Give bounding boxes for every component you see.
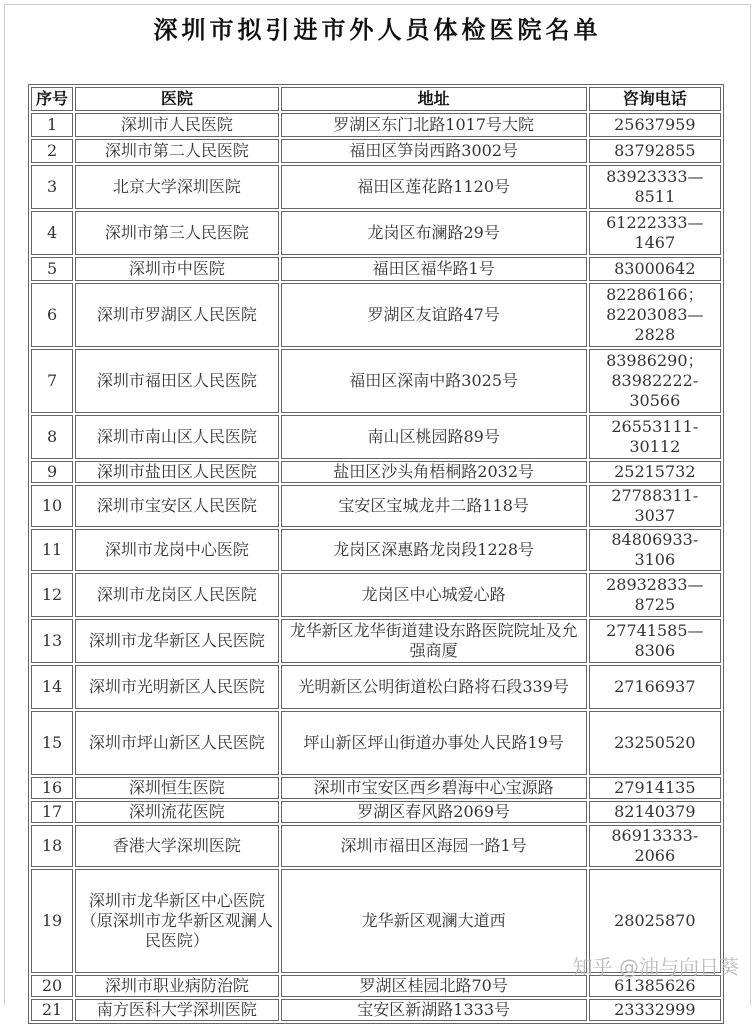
- hospital-name: 深圳市人民医院: [75, 113, 279, 137]
- hospital-name: 深圳市盐田区人民医院: [75, 461, 279, 483]
- hospital-phone: 83792855: [589, 139, 721, 163]
- table-row: [31, 529, 721, 571]
- hospital-name: 深圳市南山区人民医院: [75, 415, 279, 459]
- row-number: 18: [31, 825, 73, 867]
- row-number: 5: [31, 257, 73, 281]
- hospital-address: 深圳市福田区海园一路1号: [281, 825, 587, 867]
- hospital-address: 龙岗区布澜路29号: [281, 211, 587, 255]
- hospital-address: 罗湖区友谊路47号: [281, 283, 587, 347]
- row-number: 20: [31, 975, 73, 997]
- table-row: [31, 283, 721, 347]
- hospital-name: 深圳市龙华新区人民医院: [75, 619, 279, 663]
- row-number: 13: [31, 619, 73, 663]
- hospital-name: 深圳市第三人民医院: [75, 211, 279, 255]
- hospital-phone: 25215732: [589, 461, 721, 483]
- row-number: 10: [31, 485, 73, 527]
- row-number: 17: [31, 801, 73, 823]
- hospital-phone: 28932833—8725: [589, 573, 721, 617]
- row-number: 14: [31, 665, 73, 709]
- hospital-name: 深圳市职业病防治院: [75, 975, 279, 997]
- hospital-phone: 27741585—8306: [589, 619, 721, 663]
- header-address: 地址: [281, 87, 587, 111]
- watermark: 知乎 @油与向日葵: [572, 955, 739, 979]
- table-row: [31, 211, 721, 255]
- hospital-phone: 86913333-2066: [589, 825, 721, 867]
- hospital-name: 南方医科大学深圳医院: [75, 999, 279, 1021]
- hospital-address: 龙华新区观澜大道西: [281, 869, 587, 973]
- hospital-phone: 61385626: [589, 975, 721, 997]
- row-number: 7: [31, 349, 73, 413]
- hospital-address: 光明新区公明街道松白路将石段339号: [281, 665, 587, 709]
- row-number: 8: [31, 415, 73, 459]
- hospital-phone: 25637959: [589, 113, 721, 137]
- hospital-address: 宝安区宝城龙井二路118号: [281, 485, 587, 527]
- page-title: 深圳市拟引进市外人员体检医院名单: [153, 15, 602, 44]
- hospital-name: 深圳市龙岗中心医院: [75, 529, 279, 571]
- table-row: [31, 257, 721, 281]
- hospital-address: 宝安区新湖路1333号: [281, 999, 587, 1021]
- hospital-name: 深圳市罗湖区人民医院: [75, 283, 279, 347]
- hospital-address: 坪山新区坪山街道办事处人民路19号: [281, 711, 587, 775]
- row-number: 16: [31, 777, 73, 799]
- hospital-name: 深圳市龙岗区人民医院: [75, 573, 279, 617]
- table-row: [31, 485, 721, 527]
- row-number: 15: [31, 711, 73, 775]
- table-row: [31, 665, 721, 709]
- hospital-name: 深圳市第二人民医院: [75, 139, 279, 163]
- hospital-phone: 28025870: [589, 869, 721, 973]
- hospital-phone: 23332999: [589, 999, 721, 1021]
- hospital-name: 深圳恒生医院: [75, 777, 279, 799]
- table-row: [31, 999, 721, 1021]
- hospital-address: 福田区莲花路1120号: [281, 165, 587, 209]
- hospital-address: 罗湖区桂园北路70号: [281, 975, 587, 997]
- hospital-name: 深圳市福田区人民医院: [75, 349, 279, 413]
- hospital-name: 深圳市宝安区人民医院: [75, 485, 279, 527]
- hospital-name: 深圳市光明新区人民医院: [75, 665, 279, 709]
- hospital-phone: 27914135: [589, 777, 721, 799]
- header-no: 序号: [31, 87, 73, 111]
- hospital-phone: 27166937: [589, 665, 721, 709]
- row-number: 6: [31, 283, 73, 347]
- row-number: 11: [31, 529, 73, 571]
- header-phone: 咨询电话: [589, 87, 721, 111]
- table-row: [31, 415, 721, 459]
- table-row: [31, 711, 721, 775]
- hospital-address: 罗湖区春风路2069号: [281, 801, 587, 823]
- row-number: 9: [31, 461, 73, 483]
- row-number: 3: [31, 165, 73, 209]
- hospital-name: 深圳市龙华新区中心医院（原深圳市龙华新区观澜人民医院）: [75, 869, 279, 973]
- table-row: [31, 825, 721, 867]
- hospital-address: 福田区福华路1号: [281, 257, 587, 281]
- hospital-phone: 83923333—8511: [589, 165, 721, 209]
- hospital-name: 深圳市坪山新区人民医院: [75, 711, 279, 775]
- table-row: [31, 349, 721, 413]
- hospital-phone: 83000642: [589, 257, 721, 281]
- table-row: [31, 139, 721, 163]
- header-hospital: 医院: [75, 87, 279, 111]
- hospital-phone: 83986290；83982222-30566: [589, 349, 721, 413]
- hospital-address: 龙华新区龙华街道建设东路医院院址及允强商厦: [281, 619, 587, 663]
- hospital-phone: 26553111-30112: [589, 415, 721, 459]
- hospital-name: 香港大学深圳医院: [75, 825, 279, 867]
- hospital-address: 龙岗区深惠路龙岗段1228号: [281, 529, 587, 571]
- hospital-phone: 23250520: [589, 711, 721, 775]
- row-number: 21: [31, 999, 73, 1021]
- hospital-phone: 82286166；82203083—2828: [589, 283, 721, 347]
- row-number: 4: [31, 211, 73, 255]
- table-row: [31, 619, 721, 663]
- row-number: 2: [31, 139, 73, 163]
- hospital-phone: 82140379: [589, 801, 721, 823]
- hospital-table: [28, 84, 724, 1024]
- hospital-phone: 84806933-3106: [589, 529, 721, 571]
- hospital-address: 深圳市宝安区西乡碧海中心宝源路: [281, 777, 587, 799]
- hospital-address: 福田区深南中路3025号: [281, 349, 587, 413]
- row-number: 12: [31, 573, 73, 617]
- hospital-name: 北京大学深圳医院: [75, 165, 279, 209]
- row-number: 1: [31, 113, 73, 137]
- hospital-address: 南山区桃园路89号: [281, 415, 587, 459]
- table-row: [31, 113, 721, 137]
- table-row: [31, 165, 721, 209]
- hospital-address: 盐田区沙头角梧桐路2032号: [281, 461, 587, 483]
- hospital-phone: 61222333—1467: [589, 211, 721, 255]
- table-row: [31, 777, 721, 799]
- row-number: 19: [31, 869, 73, 973]
- table-header-row: [31, 87, 721, 111]
- hospital-address: 龙岗区中心城爱心路: [281, 573, 587, 617]
- hospital-phone: 27788311-3037: [589, 485, 721, 527]
- hospital-name: 深圳流花医院: [75, 801, 279, 823]
- table-row: [31, 461, 721, 483]
- hospital-name: 深圳市中医院: [75, 257, 279, 281]
- hospital-address: 福田区笋岗西路3002号: [281, 139, 587, 163]
- table-row: [31, 801, 721, 823]
- hospital-address: 罗湖区东门北路1017号大院: [281, 113, 587, 137]
- table-row: [31, 573, 721, 617]
